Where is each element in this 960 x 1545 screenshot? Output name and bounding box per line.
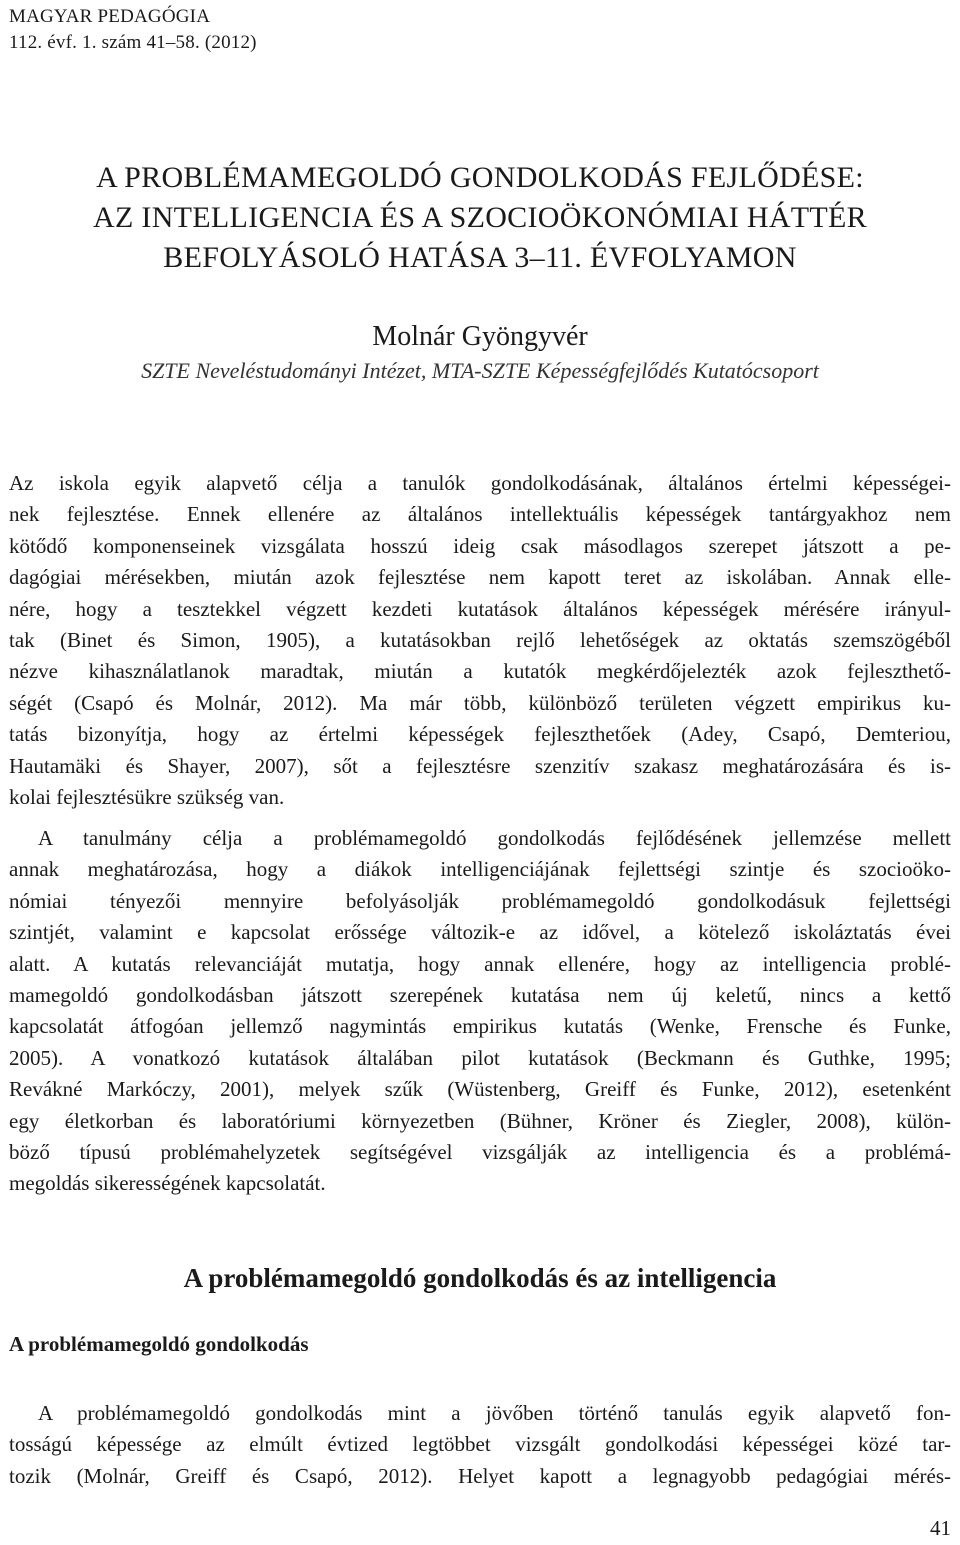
title-line: AZ INTELLIGENCIA ÉS A SZOCIOÖKONÓMIAI HÁTTÉR: [93, 201, 867, 234]
paragraph-line: tosságú képessége az elmúlt évtized legtöbbet vizsgált gondolkodási képességei közé tar-: [9, 1432, 951, 1457]
paragraph-line: alatt. A kutatás relevanciáját mutatja, hogy annak ellenére, hogy az intelligencia problé-: [9, 951, 951, 976]
abstract-line: kötődő komponenseinek vizsgálata hosszú ideig csak másodlagos szerepet játszott a pe-: [9, 533, 951, 558]
journal-header: [9, 4, 257, 56]
abstract-line: Az iskola egyik alapvető célja a tanulók gondolkodásának, általános értelmi képességei-: [9, 471, 951, 495]
abstract: [9, 468, 951, 813]
paragraph-line: Revákné Markóczy, 2001), melyek szűk (Wüstenberg, Greiff és Funke, 2012), esetenként: [9, 1077, 951, 1102]
paragraph-line: 2005). A vonatkozó kutatások általában pilot kutatások (Beckmann és Guthke, 1995;: [9, 1045, 951, 1070]
journal-volume: 112. évf. 1. szám 41–58. (2012): [9, 32, 257, 53]
journal-name: MAGYAR PEDAGÓGIA: [9, 6, 211, 27]
paragraph-problem-solving: [9, 1398, 951, 1492]
paragraph-line: böző típusú problémahelyzetek segítségével vizsgálják az intelligencia és a problémá-: [9, 1140, 951, 1165]
abstract-line: tatás bizonyítja, hogy az értelmi képességek fejleszthetőek (Adey, Csapó, Demteriou,: [9, 722, 951, 747]
abstract-line: kolai fejlesztésükre szükség van.: [9, 785, 285, 810]
abstract-line: nek fejlesztése. Ennek ellenére az általános intellektuális képességek tantárgyakhoz nem: [9, 502, 951, 527]
article-title: [0, 158, 960, 278]
paragraph-line: egy életkorban és laboratóriumi környezetben (Bühner, Kröner és Ziegler, 2008), külön-: [9, 1108, 951, 1133]
paragraph-line: tozik (Molnár, Greiff és Csapó, 2012). Helyet kapott a legnagyobb pedagógiai mérés-: [9, 1463, 951, 1488]
title-line: A PROBLÉMAMEGOLDÓ GONDOLKODÁS FEJLŐDÉSE:: [96, 161, 864, 194]
paragraph-line: A problémamegoldó gondolkodás mint a jövőben történő tanulás egyik alapvető fon-: [38, 1401, 951, 1425]
paragraph-line: mamegoldó gondolkodásban játszott szerepének kutatása nem új keletű, nincs a kettő: [9, 983, 951, 1008]
paragraph-line: nómiai tényezői mennyire befolyásolják problémamegoldó gondolkodásuk fejlettségi: [9, 888, 951, 913]
paragraph-line: megoldás sikerességének kapcsolatát.: [9, 1171, 326, 1196]
title-line: BEFOLYÁSOLÓ HATÁSA 3–11. ÉVFOLYAMON: [163, 241, 797, 274]
abstract-line: nézve kihasználatlanok maradtak, miután a kutatók megkérdőjelezték azok fejleszthető-: [9, 659, 951, 684]
paragraph-line: annak meghatározása, hogy a diákok intelligenciájának fejlettségi szintje és szocioöko-: [9, 857, 951, 882]
paragraph-aims: [9, 823, 951, 1200]
abstract-line: Hautamäki és Shayer, 2007), sőt a fejlesztésre szenzitív szakasz meghatározására és is-: [9, 753, 951, 778]
paragraph-line: A tanulmány célja a problémamegoldó gondolkodás fejlődésének jellemzése mellett: [38, 826, 951, 850]
subsection-heading: A problémamegoldó gondolkodás: [9, 1332, 309, 1356]
author-name: Molnár Gyöngyvér: [372, 321, 588, 352]
author-affiliation: SZTE Neveléstudományi Intézet, MTA-SZTE Képességfejlődés Kutatócsoport: [141, 358, 819, 383]
abstract-line: tak (Binet és Simon, 1905), a kutatásokban rejlő lehetőségek az oktatás szemszögéből: [9, 628, 951, 653]
paragraph-line: kapcsolatát átfogóan jellemző nagymintás empirikus kutatás (Wenke, Frensche és Funke,: [9, 1014, 951, 1039]
paragraph-line: szintjét, valamint e kapcsolat erőssége változik-e az idővel, a kötelező iskoláztatás évei: [9, 920, 951, 945]
abstract-line: nére, hogy a tesztekkel végzett kezdeti kutatások általános képességek mérésére irányul-: [9, 596, 951, 621]
section-heading: A problémamegoldó gondolkodás és az intelligencia: [183, 1263, 777, 1293]
abstract-line: ségét (Csapó és Molnár, 2012). Ma már több, különböző területen végzett empirikus ku-: [9, 690, 951, 715]
page-number: 41: [930, 1516, 951, 1540]
abstract-line: dagógiai mérésekben, miután azok fejlesztése nem kapott teret az iskolában. Annak elle-: [9, 565, 951, 590]
